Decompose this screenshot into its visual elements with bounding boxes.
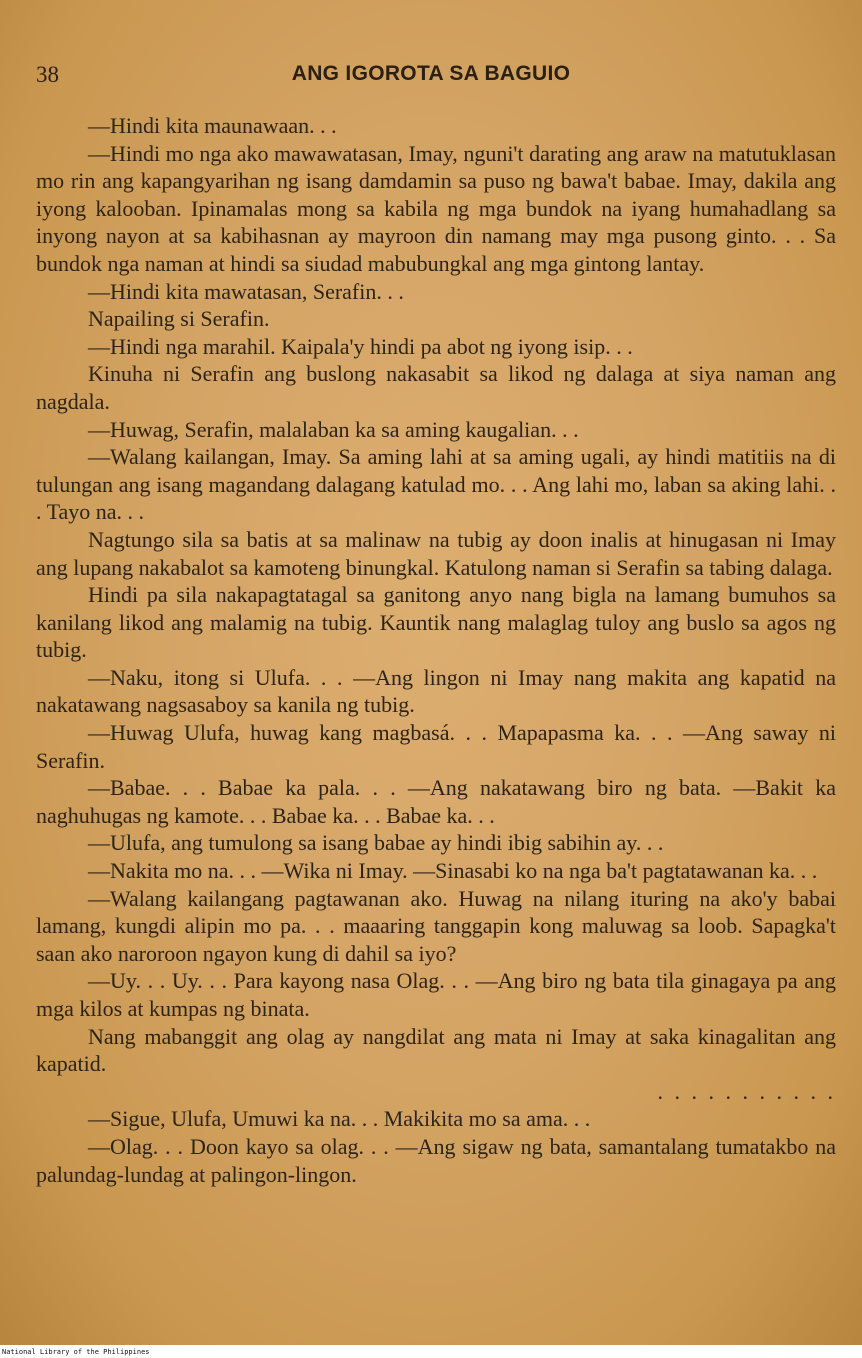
paragraph: —Walang kailangang pagtawanan ako. Huwag na nilang ituring na ako'y babai lamang, kungdi alipin mo pa. . . maaaring tanggapin kong maluwag sa loob. Sapagka't saan ako naroroon ngayon kung di dahil sa iyo? (36, 885, 836, 966)
library-credit: National Library of the Philippines (2, 1348, 150, 1356)
paragraph: Nagtungo sila sa batis at sa malinaw na tubig ay doon inalis at hinugasan ni Imay ang lupang nakabalot sa kamoteng binungkal. Katulong naman si Serafin sa tabing dalaga. (36, 526, 836, 580)
paragraph: —Naku, itong si Ulufa. . . —Ang lingon ni Imay nang makita ang kapatid na nakatawang nagsasaboy sa kanila ng tubig. (36, 664, 836, 718)
paragraph: —Walang kailangan, Imay. Sa aming lahi at sa aming ugali, ay hindi matitiis na di tulungan ang isang magandang dalagang katulad mo. . . Ang lahi mo, laban sa aking lahi. . . Tayo na. . . (36, 444, 836, 525)
paragraph: Nang mabanggit ang olag ay nangdilat ang mata ni Imay at saka kinagalitan ang kapatid. (36, 1023, 836, 1077)
paragraph: —Huwag Ulufa, huwag kang magbasá. . . Mapapasma ka. . . —Ang saway ni Serafin. (36, 720, 836, 773)
paragraph: —Ulufa, ang tumulong sa isang babae ay hindi ibig sabihin ay. . . (88, 830, 664, 856)
paragraph: —Babae. . . Babae ka pala. . . —Ang nakatawang biro ng bata. —Bakit ka naghuhugas ng kamote. . . Babae ka. . . Babae ka. . . (36, 775, 836, 828)
paragraph: Hindi pa sila nakapagtatagal sa ganitong anyo nang bigla na lamang bumuhos sa kanilang likod ang malamig na tubig. Kauntik nang malaglag tuloy ang buslo sa agos ng tubig. (36, 582, 836, 663)
running-head-title: ANG IGOROTA SA BAGUIO (291, 62, 571, 85)
paragraph: —Hindi nga marahil. Kaipala'y hindi pa abot ng iyong isip. . . (88, 333, 633, 359)
paragraph: —Nakita mo na. . . —Wika ni Imay. —Sinasabi ko na nga ba't pagtatawanan ka. . . (88, 858, 818, 884)
paragraph: Kinuha ni Serafin ang buslong nakasabit sa likod ng dalaga at siya naman ang nagdala. (36, 361, 836, 414)
paragraph: Napailing si Serafin. (88, 306, 270, 332)
paragraph: —Hindi kita maunawaan. . . (88, 113, 337, 138)
ellipsis-line: . . . . . . . . . . . (657, 1078, 836, 1104)
paragraph: —Uy. . . Uy. . . Para kayong nasa Olag. . . —Ang biro ng bata tila ginagaya pa ang mga kilos at kumpas ng binata. (36, 968, 836, 1021)
paragraph: —Hindi kita mawatasan, Serafin. . . (88, 278, 404, 304)
body-text (36, 112, 836, 1188)
paragraph: —Hindi mo nga ako mawawatasan, Imay, nguni't darating ang araw na matutuklasan mo rin ang kapangyarihan ng isang damdamin sa puso ng bawa't babae. Imay, dakila ang iyong kalooban. Ipinamalas mong sa kabila ng mga bundok na iyang humahadlang sa inyong nayon at sa kabihasnan ay mayroon din namang may mga pusong ginto. . . Sa bundok nga naman at hindi sa siudad mabubungkal ang mga gintong lantay. (36, 140, 836, 276)
paragraph: —Huwag, Serafin, malalaban ka sa aming kaugalian. . . (88, 416, 579, 442)
page-number: 38 (36, 62, 59, 87)
paragraph: —Olag. . . Doon kayo sa olag. . . —Ang sigaw ng bata, samantalang tumatakbo na palundag-lundag at palingon-lingon. (36, 1133, 836, 1187)
paragraph: —Sigue, Ulufa, Umuwi ka na. . . Makikita mo sa ama. . . (88, 1106, 591, 1132)
page-header (0, 60, 862, 92)
